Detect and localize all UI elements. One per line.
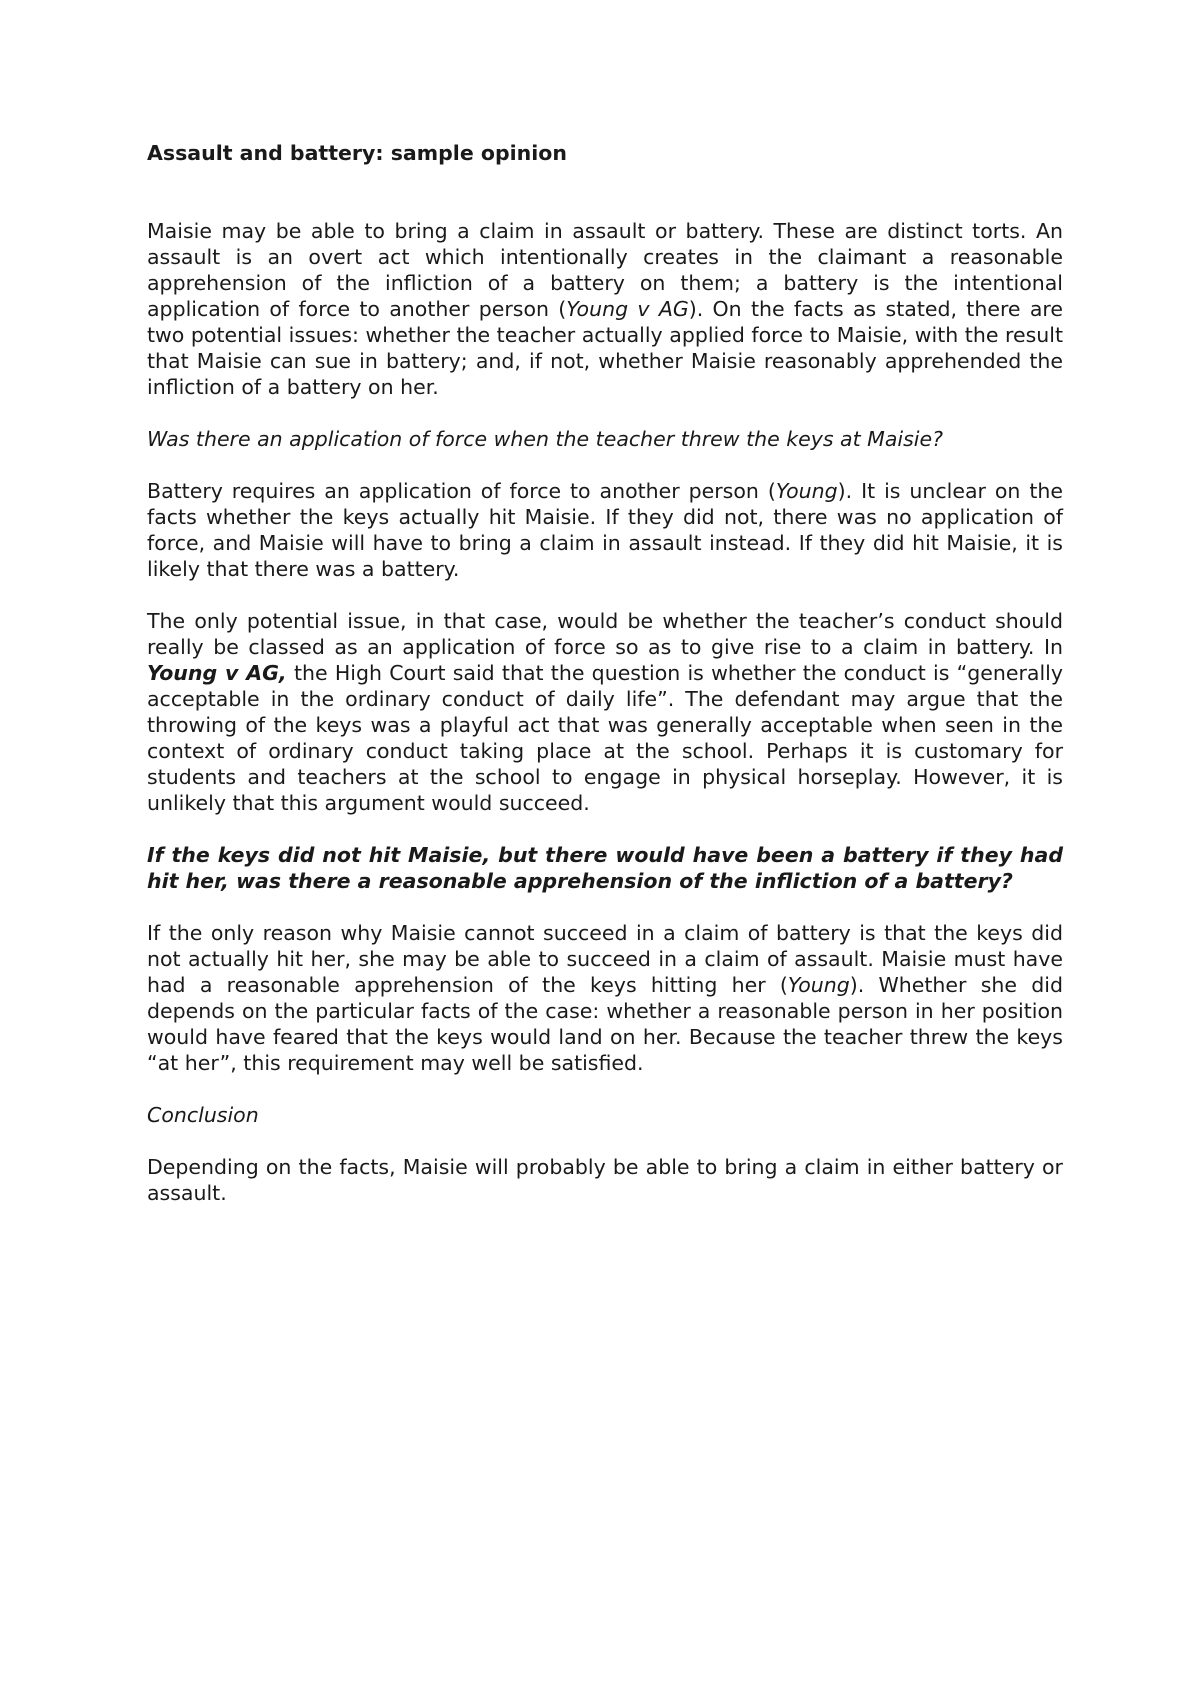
conduct-paragraph [147,608,1063,816]
conduct-text-b: the High Court said that the question is whether the conduct is “generally acceptable in the ordinary conduct of daily life”. The defendant may argue that the throwing of the keys was a playful act that was generally acceptable when seen in the context of ordinary conduct taking place at the school. Perhaps it is customary for students and teachers at the school to engage in physical horseplay. However, it is unlikely that this argument would succeed. [147,661,1064,815]
case-citation: Young [775,479,838,503]
case-citation: Young v AG [566,297,689,321]
assault-text-a: If the only reason why Maisie cannot succeed in a claim of battery is that the keys did not actually hit her, she may be able to succeed in a claim of assault. Maisie must have had a reasonable apprehension of the keys hitting her ( [147,921,1063,997]
battery-text-b: ). It is unclear on the facts whether the keys actually hit Maisie. If they did not, there was no application of force, and Maisie will have to bring a claim in assault instead. If they did hit Maisie, it is likely that there was a battery. [147,479,1063,581]
intro-text-b: ). On the facts as stated, there are two potential issues: whether the teacher actually applied force to Maisie, with the result that Maisie can sue in battery; and, if not, whether Maisie reasonably apprehended the infliction of a battery on her. [147,297,1063,399]
battery-text-a: Battery requires an application of force to another person ( [147,479,776,503]
section-heading-conclusion: Conclusion [147,1103,259,1127]
assault-paragraph [147,920,1063,1076]
case-citation: Young [787,973,850,997]
intro-paragraph [147,218,1063,400]
intro-text-a: Maisie may be able to bring a claim in assault or battery. These are distinct torts. An assault is an overt act which intentionally creates in the claimant a reasonable apprehension of the infliction of a battery on them; a battery is the intentional application of force to another person ( [147,219,1063,321]
section-heading-apprehension: If the keys did not hit Maisie, but there would have been a battery if they had hit her, was there a reasonable apprehension of the infliction of a battery? [147,843,1063,893]
assault-text-b: ). Whether she did depends on the particular facts of the case: whether a reasonable person in her position would have feared that the keys would land on her. Because the teacher threw the keys “at her”, this requirement may well be satisfied. [147,973,1063,1075]
document-page [147,140,1063,1232]
conduct-text-a: The only potential issue, in that case, would be whether the teacher’s conduct should really be classed as an application of force so as to give rise to a claim in battery. In [147,609,1063,659]
document-title: Assault and battery: sample opinion [147,141,567,165]
section-heading-force: Was there an application of force when the teacher threw the keys at Maisie? [147,427,943,451]
battery-paragraph [147,478,1063,582]
conclusion-paragraph: Depending on the facts, Maisie will probably be able to bring a claim in either battery or assault. [147,1155,1063,1205]
case-citation: Young v AG, [147,661,287,685]
